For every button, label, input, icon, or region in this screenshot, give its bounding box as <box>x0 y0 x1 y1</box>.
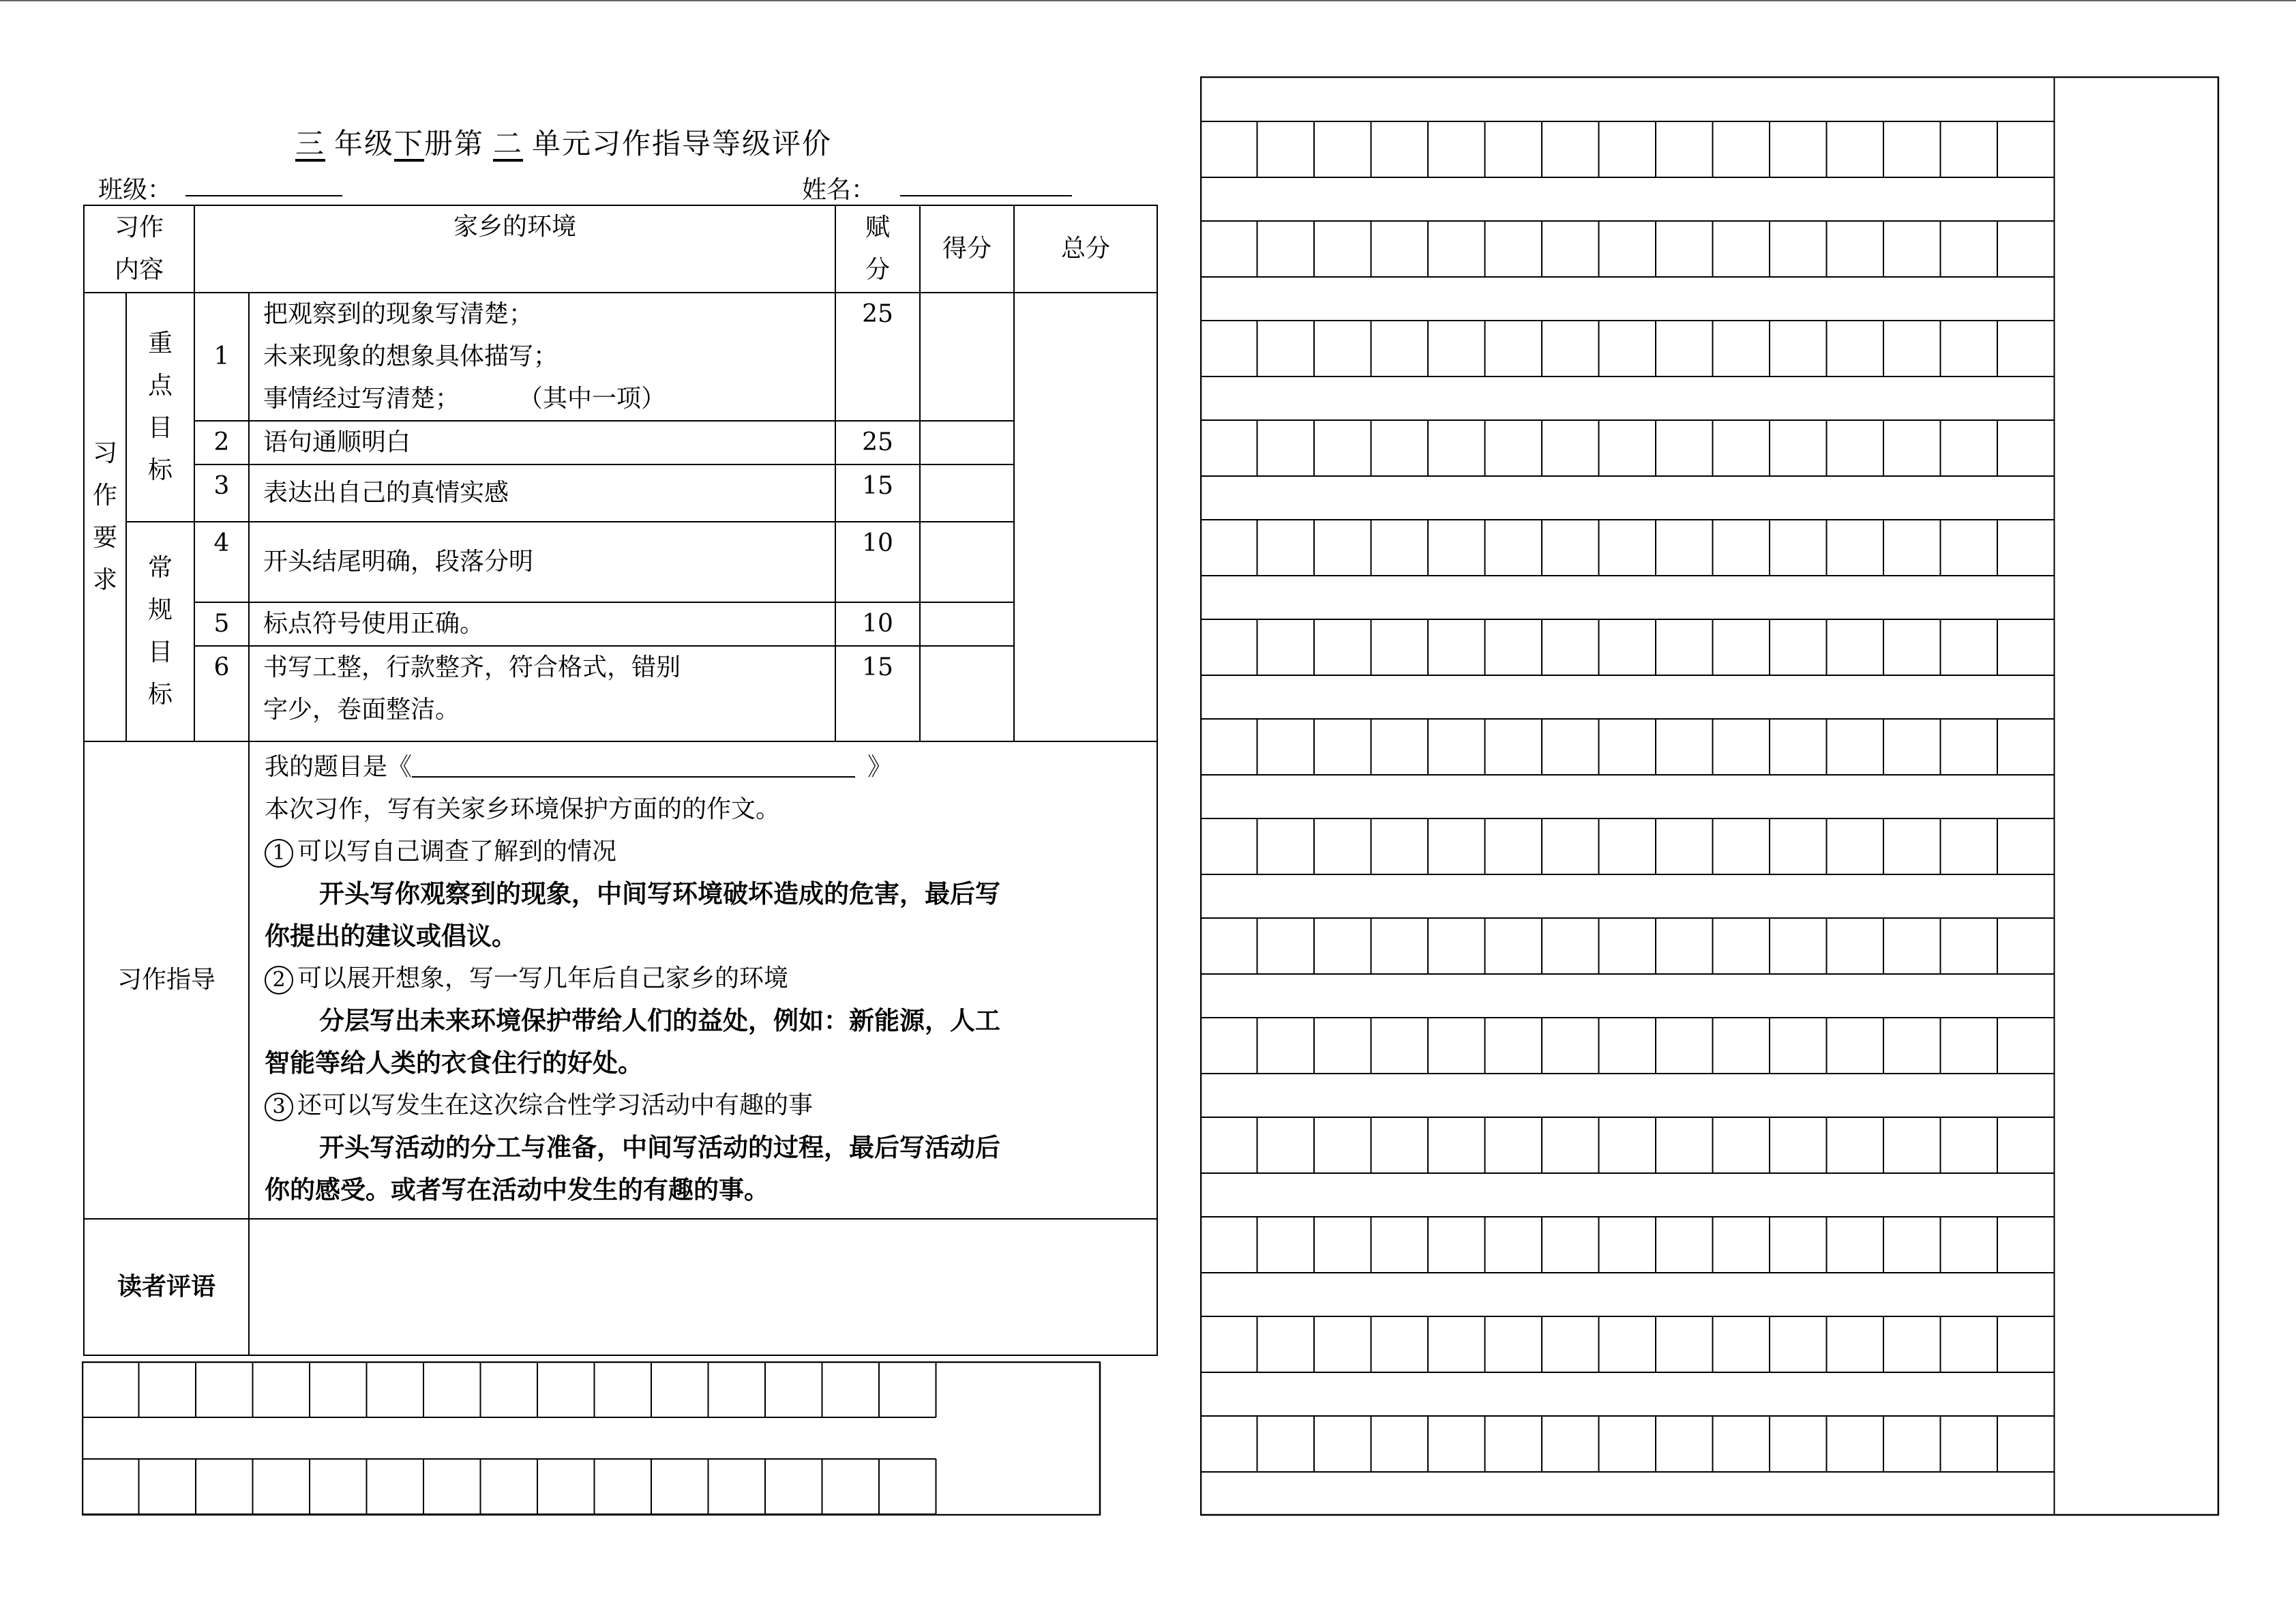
guide-intro: 本次习作，写有关家乡环境保护方面的的作文。 <box>265 795 781 823</box>
row-points: 25 <box>835 293 920 421</box>
score-input-cell[interactable] <box>920 646 1014 741</box>
option-1-detail-line: 开头写你观察到的现象，中间写环境破坏造成的危害，最后写 <box>319 879 1000 909</box>
option-2-detail-line: 智能等给人类的衣食住行的好处。 <box>265 1048 643 1078</box>
topic-input-line[interactable] <box>412 749 855 778</box>
row-text: 标点符号使用正确。 <box>249 602 835 646</box>
circled-number-3: 3 <box>265 1093 293 1121</box>
row-text: 语句通顺明白 <box>249 421 835 464</box>
row-text-line-main: 事情经过写清楚； <box>263 385 460 413</box>
total-label: 总分 <box>1014 205 1157 293</box>
table-row <box>84 602 1157 646</box>
row-points: 10 <box>835 522 920 602</box>
points-label: 赋分 <box>865 213 891 284</box>
circled-number-2: 2 <box>265 966 293 994</box>
title-grade: 三 <box>295 127 325 160</box>
title-mid1: 年级 <box>334 127 395 160</box>
row-number: 5 <box>194 602 249 646</box>
row-number: 4 <box>194 522 249 602</box>
score-input-cell[interactable] <box>920 421 1014 464</box>
key-goal-label: 重点目标 <box>147 329 173 484</box>
score-input-cell[interactable] <box>920 602 1014 646</box>
name-label: 姓名： <box>802 176 876 204</box>
topic-suffix: 》 <box>867 753 893 781</box>
requirement-label: 习作要求 <box>92 439 117 594</box>
content-label: 习作内容 <box>114 213 164 284</box>
table-header-row <box>84 205 1157 293</box>
grid-border <box>1201 77 2218 1515</box>
row-text-line: 把观察到的现象写清楚； <box>263 300 534 328</box>
left-writing-grid[interactable] <box>82 1361 1105 1516</box>
class-label: 班级： <box>98 176 173 204</box>
row-points: 15 <box>835 646 920 741</box>
row-points: 10 <box>835 602 920 646</box>
option-3-detail-line: 你的感受。或者写在活动中发生的有趣的事。 <box>265 1175 769 1205</box>
requirement-label-cell <box>84 293 126 741</box>
reader-comment-input[interactable] <box>249 1219 1157 1355</box>
title-term: 下 <box>394 127 425 160</box>
name-input-line[interactable] <box>900 195 1072 196</box>
row-text-line: 书写工整，行款整齐，符合格式，错别 <box>263 653 681 681</box>
option-2 <box>265 958 1140 1000</box>
regular-goal-label: 常规目标 <box>147 554 173 709</box>
row-points: 25 <box>835 421 920 464</box>
grid-border <box>83 1362 1100 1515</box>
title-mid2: 册第 <box>424 127 485 160</box>
row-number: 3 <box>194 464 249 522</box>
option-2-detail-line: 分层写出未来环境保护带给人们的益处，例如：新能源，人工 <box>319 1006 1000 1035</box>
option-3-detail-line: 开头写活动的分工与准备，中间写活动的过程，最后写活动后 <box>319 1133 1000 1162</box>
page-top-border <box>0 0 2296 1</box>
topic-line <box>265 746 1140 788</box>
option-1-detail-line: 你提出的建议或倡议。 <box>265 921 517 951</box>
reader-label: 读者评语 <box>84 1219 249 1355</box>
option-1 <box>265 831 1140 873</box>
class-input-line[interactable] <box>185 195 342 196</box>
row-text-line <box>263 378 835 420</box>
page-title <box>286 121 832 162</box>
total-input-cell[interactable] <box>1014 293 1157 741</box>
table-row <box>84 646 1157 741</box>
row-text: 表达出自己的真情实感 <box>249 464 835 522</box>
reader-comment-row <box>84 1219 1157 1355</box>
evaluation-table <box>83 205 1158 1356</box>
table-row <box>84 464 1157 522</box>
score-input-cell[interactable] <box>920 464 1014 522</box>
option-3-text: 还可以写发生在这次综合性学习活动中有趣的事 <box>297 1091 814 1119</box>
regular-goal-label-cell <box>126 522 194 741</box>
score-input-cell[interactable] <box>920 293 1014 421</box>
row-number: 6 <box>194 646 249 741</box>
key-goal-label-cell <box>126 293 194 522</box>
row-number: 1 <box>194 293 249 421</box>
topic-cell <box>194 205 835 293</box>
row-text-line: 字少，卷面整洁。 <box>263 696 460 724</box>
topic-text: 家乡的环境 <box>453 213 577 241</box>
points-label-cell <box>835 205 920 293</box>
table-row <box>84 522 1157 602</box>
score-label: 得分 <box>920 205 1014 293</box>
row-note: （其中一项） <box>531 385 666 413</box>
content-label-cell <box>84 205 194 293</box>
title-rest: 单元习作指导等级评价 <box>532 127 833 160</box>
score-input-cell[interactable] <box>920 522 1014 602</box>
right-writing-grid[interactable] <box>1200 76 2223 1517</box>
row-text <box>249 646 835 741</box>
row-text <box>249 293 835 421</box>
option-2-text: 可以展开想象，写一写几年后自己家乡的环境 <box>297 964 789 992</box>
circled-number-1: 1 <box>265 839 293 868</box>
topic-prefix: 我的题目是《 <box>265 753 413 781</box>
guidance-row <box>84 741 1157 1219</box>
row-points: 15 <box>835 464 920 522</box>
guide-label: 习作指导 <box>84 741 249 1219</box>
row-number: 2 <box>194 421 249 464</box>
row-text-line: 未来现象的想象具体描写； <box>263 342 558 370</box>
title-unit: 二 <box>493 127 524 160</box>
option-1-text: 可以写自己调查了解到的情况 <box>297 838 617 866</box>
guidance-content <box>249 741 1157 1219</box>
row-text: 开头结尾明确，段落分明 <box>249 522 835 602</box>
table-row <box>84 293 1157 421</box>
option-3 <box>265 1084 1140 1127</box>
table-row <box>84 421 1157 464</box>
